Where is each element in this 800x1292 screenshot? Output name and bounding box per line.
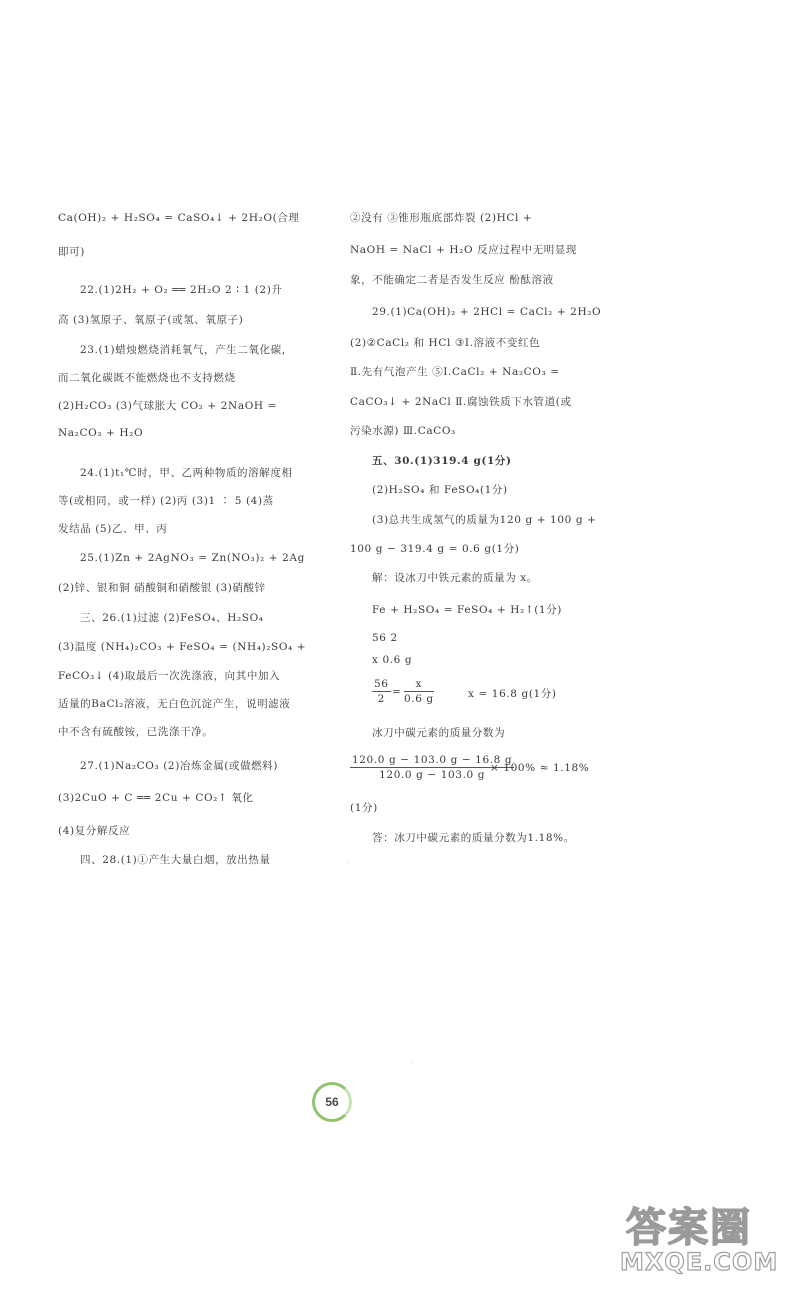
- right_column-line: (2)H₂SO₄ 和 FeSO₄(1分): [372, 484, 508, 496]
- right_column-line: NaOH = NaCl + H₂O 反应过程中无明显现: [350, 244, 578, 256]
- left_column-line: (4)复分解反应: [58, 825, 131, 837]
- left_column-line: 中不含有硫酸铵，已洗涤干净。: [58, 726, 214, 738]
- right_column-line: (2)②CaCl₂ 和 HCl ③Ⅰ.溶液不变红色: [350, 337, 541, 349]
- page-speck: [347, 862, 348, 863]
- left_column-line: (3)温度 (NH₄)₂CO₃ + FeSO₄ = (NH₄)₂SO₄ +: [58, 641, 307, 653]
- left_column-line: 24.(1)t₁℃时，甲、乙两种物质的溶解度相: [80, 467, 293, 479]
- left_column-line: 27.(1)Na₂CO₃ (2)冶炼金属(或做燃料): [80, 760, 279, 772]
- left_column-line: Na₂CO₃ + H₂O: [58, 427, 144, 439]
- right_column-line: Ⅱ.先有气泡产生 ⑤Ⅰ.CaCl₂ + Na₂CO₃ =: [350, 366, 560, 378]
- page-speck: [412, 1062, 413, 1063]
- right_column-line: 冰刀中碳元素的质量分数为: [372, 727, 506, 739]
- fraction-denominator: 0.6 g: [404, 693, 434, 705]
- right_column-line: (1分): [350, 802, 378, 814]
- right_column-line: Fe + H₂SO₄ = FeSO₄ + H₂↑(1分): [372, 604, 562, 616]
- ratio-fraction-left: [372, 678, 391, 705]
- right_column-line: 污染水源) Ⅲ.CaCO₃: [350, 425, 456, 437]
- right_column-line: x 0.6 g: [372, 654, 413, 666]
- left_column-line: FeCO₃↓ (4)取最后一次洗涤液，向其中加入: [58, 670, 281, 682]
- left_column-line: (3)2CuO + C ══ 2Cu + CO₂↑ 氧化: [58, 792, 254, 804]
- left_column-line: 即可): [58, 246, 85, 258]
- right_column-line: 解：设冰刀中铁元素的质量为 x。: [372, 572, 538, 584]
- right_column-line: 答：冰刀中碳元素的质量分数为1.18%。: [372, 832, 575, 844]
- right_column-line: ②没有 ③锥形瓶底部炸裂 (2)HCl +: [350, 212, 533, 224]
- right_column-line: 29.(1)Ca(OH)₂ + 2HCl = CaCl₂ + 2H₂O: [372, 306, 602, 318]
- left_column-line: (2)锌、银和铜 硝酸铜和硝酸银 (3)硝酸锌: [58, 582, 266, 594]
- left_column-line: 高 (3)氢原子、氧原子(或氢、氧原子): [58, 314, 244, 326]
- fraction-numerator: 56: [374, 678, 389, 690]
- right_column-line: 100 g − 319.4 g = 0.6 g(1分): [350, 543, 520, 555]
- watermark-title: 答案圈: [626, 1205, 752, 1251]
- fraction-numerator: x: [404, 678, 434, 692]
- right_column-line: (3)总共生成氢气的质量为120 g + 100 g +: [372, 514, 597, 526]
- watermark-logo: [618, 1196, 788, 1286]
- page-number-badge: [312, 1082, 352, 1122]
- left_column-line: 四、28.(1)①产生大量白烟，放出热量: [80, 854, 271, 866]
- left_column-line: 适量的BaCl₂溶液，无白色沉淀产生，说明滤液: [58, 698, 291, 710]
- right_column-line: CaCO₃↓ + 2NaCl Ⅱ.腐蚀铁质下水管道(或: [350, 396, 572, 408]
- left_column-line: 22.(1)2H₂ + O₂ ══ 2H₂O 2 ∶ 1 (2)升: [80, 284, 283, 296]
- right_column-line: 象，不能确定二者是否发生反应 酚酞溶液: [350, 274, 554, 286]
- watermark-url: MXQE.COM: [620, 1248, 779, 1276]
- right_column-line: × 100% ≈ 1.18%: [490, 762, 590, 774]
- left_column-line: (2)H₂CO₃ (3)气球胀大 CO₂ + 2NaOH =: [58, 400, 277, 412]
- fraction-denominator: 2: [377, 693, 385, 705]
- left_column-line: 等(或相同，或一样) (2)丙 (3)1 ∶ 5 (4)蒸: [58, 495, 274, 507]
- right_column-line: x = 16.8 g(1分): [468, 688, 557, 700]
- left_column-line: 25.(1)Zn + 2AgNO₃ = Zn(NO₃)₂ + 2Ag: [80, 552, 305, 564]
- ratio-fraction-right: [404, 678, 434, 705]
- fraction-numerator: 120.0 g − 103.0 g − 16.8 g: [352, 754, 513, 766]
- left_column-line: 三、26.(1)过滤 (2)FeSO₄、H₂SO₄: [80, 612, 264, 624]
- right_column-line: 五、30.(1)319.4 g(1分): [372, 455, 512, 467]
- left_column-line: 而二氧化碳既不能燃烧也不支持燃烧: [58, 372, 236, 384]
- left_column-line: 发结晶 (5)乙、甲、丙: [58, 523, 168, 535]
- page-number: 56: [325, 1095, 339, 1109]
- left_column-line: 23.(1)蜡烛燃烧消耗氧气，产生二氧化碳，: [80, 344, 293, 356]
- right_column-line: 56 2: [372, 632, 398, 644]
- left_column-line: Ca(OH)₂ + H₂SO₄ = CaSO₄↓ + 2H₂O(合理: [58, 212, 300, 224]
- fraction-denominator: 120.0 g − 103.0 g: [379, 769, 486, 781]
